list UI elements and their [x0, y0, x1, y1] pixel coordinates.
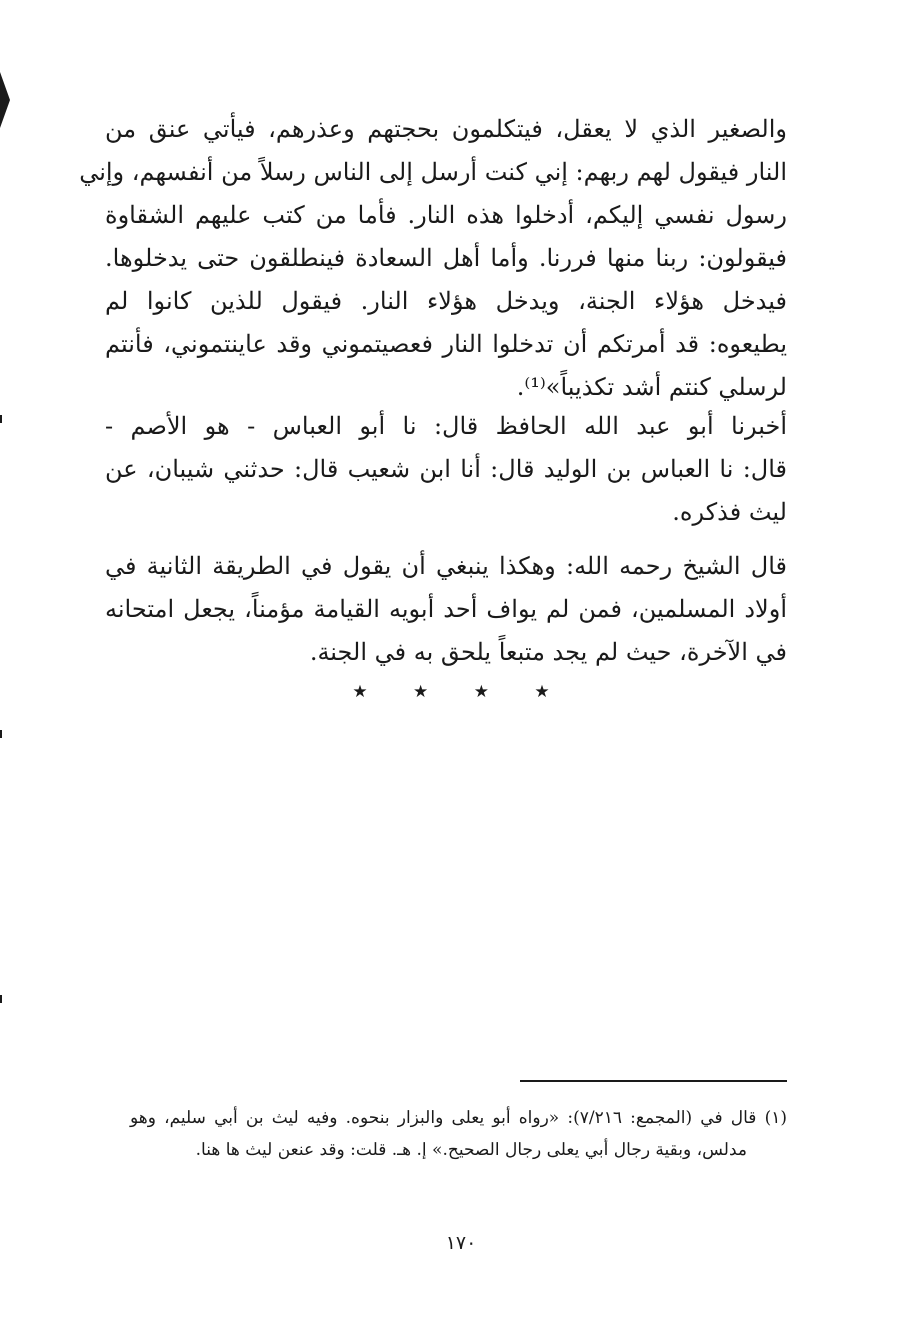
text-line: رسول نفسي إليكم، أدخلوا هذه النار. فأما من كتب عليهم الشقاوة — [105, 201, 787, 229]
text-line: فيقولون: ربنا منها فررنا. وأما أهل السعادة فينطلقون حتى يدخلوها. — [105, 244, 787, 272]
footnote-line: (١) قال في (المجمع: ٧/٢١٦): «رواه أبو يعلى والبزار بنحوه. وفيه ليث بن أبي سليم، وهو — [130, 1108, 787, 1128]
footnote — [130, 1102, 787, 1166]
section-separator-stars: ★ ★ ★ ★ — [352, 682, 570, 702]
margin-tick — [0, 415, 2, 423]
text-line: النار فيقول لهم ربهم: إني كنت أرسل إلى الناس رسلاً من أنفسهم، وإني — [79, 158, 787, 186]
footnote-line: مدلس، وبقية رجال أبي يعلى رجال الصحيح.» إ. هـ. قلت: وقد عنعن ليث ها هنا. — [195, 1140, 747, 1160]
text-line: فيدخل هؤلاء الجنة، ويدخل هؤلاء النار. فيقول للذين كانوا لم — [105, 287, 787, 315]
text-line: لرسلي كنتم أشد تكذيباً»⁽¹⁾. — [516, 373, 787, 401]
page-number: ١٧٠ — [445, 1232, 477, 1254]
paragraph-sheikh-comment — [105, 545, 787, 674]
text-line: قال الشيخ رحمه الله: وهكذا ينبغي أن يقول في الطريقة الثانية في — [105, 552, 787, 580]
text-line: والصغير الذي لا يعقل، فيتكلمون بحجتهم وعذرهم، فيأتي عنق من — [105, 115, 788, 143]
margin-mark — [0, 72, 10, 128]
text-line: أولاد المسلمين، فمن لم يواف أحد أبويه القيامة مؤمناً، يجعل امتحانه — [105, 595, 787, 623]
text-line: ليث فذكره. — [672, 498, 787, 526]
text-line: يطيعوه: قد أمرتكم أن تدخلوا النار فعصيتموني وقد عاينتموني، فأنتم — [105, 330, 787, 358]
text-line: أخبرنا أبو عبد الله الحافظ قال: نا أبو العباس - هو الأصم - — [105, 412, 787, 440]
footnote-rule — [520, 1080, 787, 1082]
text-line: قال: نا العباس بن الوليد قال: أنا ابن شعيب قال: حدثني شيبان، عن — [105, 455, 787, 483]
margin-tick — [0, 995, 2, 1003]
text-line: في الآخرة، حيث لم يجد متبعاً يلحق به في الجنة. — [309, 638, 787, 666]
paragraph-hadith-ending — [79, 108, 788, 409]
paragraph-isnad — [105, 405, 787, 534]
margin-tick — [0, 730, 2, 738]
